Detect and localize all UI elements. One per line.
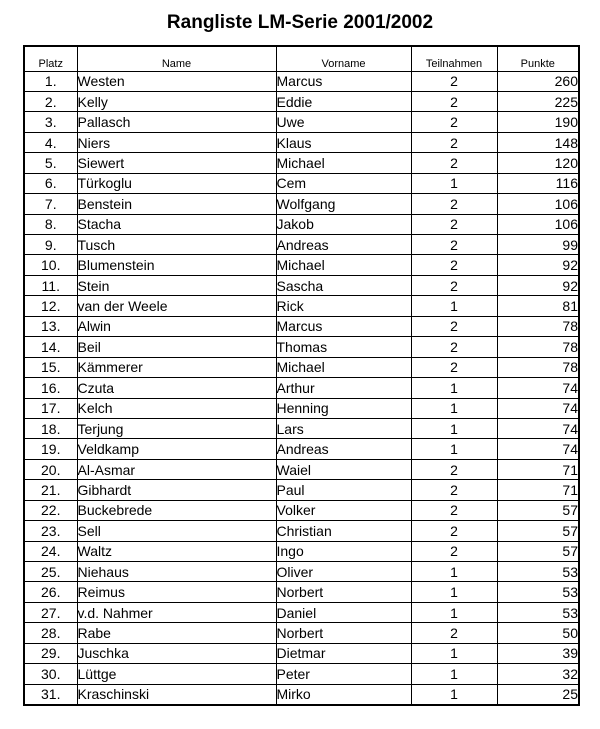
teilnahmen-cell: 2 (411, 480, 497, 500)
name-cell: Niers (77, 132, 276, 152)
vorname-cell: Andreas (276, 235, 411, 255)
vorname-cell: Daniel (276, 602, 411, 622)
teilnahmen-cell: 2 (411, 500, 497, 520)
punkte-cell: 120 (497, 153, 579, 173)
table-row (24, 500, 579, 520)
vorname-cell: Oliver (276, 562, 411, 582)
platz-cell: 12. (24, 296, 77, 316)
punkte-cell: 74 (497, 398, 579, 418)
punkte-cell: 148 (497, 132, 579, 152)
platz-cell: 1. (24, 71, 77, 91)
name-cell: Stein (77, 275, 276, 295)
punkte-cell: 50 (497, 623, 579, 643)
table-row (24, 296, 579, 316)
punkte-cell: 74 (497, 418, 579, 438)
teilnahmen-cell: 2 (411, 255, 497, 275)
table-row (24, 357, 579, 377)
teilnahmen-cell: 1 (411, 643, 497, 663)
name-cell: Rabe (77, 623, 276, 643)
column-header-platz: Platz (24, 46, 77, 71)
column-header-teilnahmen: Teilnahmen (411, 46, 497, 71)
name-cell: Waltz (77, 541, 276, 561)
teilnahmen-cell: 2 (411, 521, 497, 541)
platz-cell: 27. (24, 602, 77, 622)
platz-cell: 5. (24, 153, 77, 173)
name-cell: Kelly (77, 91, 276, 111)
vorname-cell: Sascha (276, 275, 411, 295)
table-body (24, 71, 579, 705)
punkte-cell: 53 (497, 602, 579, 622)
punkte-cell: 92 (497, 275, 579, 295)
name-cell: Pallasch (77, 112, 276, 132)
vorname-cell: Paul (276, 480, 411, 500)
punkte-cell: 225 (497, 91, 579, 111)
punkte-cell: 92 (497, 255, 579, 275)
teilnahmen-cell: 1 (411, 439, 497, 459)
punkte-cell: 81 (497, 296, 579, 316)
table-row (24, 153, 579, 173)
teilnahmen-cell: 2 (411, 214, 497, 234)
column-header-name: Name (77, 46, 276, 71)
punkte-cell: 260 (497, 71, 579, 91)
vorname-cell: Norbert (276, 623, 411, 643)
punkte-cell: 78 (497, 337, 579, 357)
vorname-cell: Cem (276, 173, 411, 193)
punkte-cell: 74 (497, 378, 579, 398)
table-row (24, 623, 579, 643)
table-row (24, 439, 579, 459)
name-cell: Al-Asmar (77, 459, 276, 479)
vorname-cell: Andreas (276, 439, 411, 459)
name-cell: Lüttge (77, 664, 276, 684)
platz-cell: 17. (24, 398, 77, 418)
teilnahmen-cell: 1 (411, 664, 497, 684)
table-row (24, 132, 579, 152)
table-row (24, 684, 579, 704)
name-cell: Westen (77, 71, 276, 91)
vorname-cell: Dietmar (276, 643, 411, 663)
punkte-cell: 71 (497, 459, 579, 479)
table-row (24, 112, 579, 132)
teilnahmen-cell: 2 (411, 337, 497, 357)
teilnahmen-cell: 2 (411, 91, 497, 111)
name-cell: Tusch (77, 235, 276, 255)
name-cell: Stacha (77, 214, 276, 234)
name-cell: Benstein (77, 194, 276, 214)
name-cell: Reimus (77, 582, 276, 602)
punkte-cell: 57 (497, 541, 579, 561)
punkte-cell: 116 (497, 173, 579, 193)
vorname-cell: Marcus (276, 71, 411, 91)
vorname-cell: Michael (276, 357, 411, 377)
table-row (24, 459, 579, 479)
column-header-vorname: Vorname (276, 46, 411, 71)
table-row (24, 255, 579, 275)
teilnahmen-cell: 1 (411, 398, 497, 418)
table-row (24, 541, 579, 561)
vorname-cell: Michael (276, 255, 411, 275)
table-row (24, 71, 579, 91)
teilnahmen-cell: 2 (411, 459, 497, 479)
name-cell: Czuta (77, 378, 276, 398)
platz-cell: 6. (24, 173, 77, 193)
vorname-cell: Michael (276, 153, 411, 173)
teilnahmen-cell: 2 (411, 153, 497, 173)
name-cell: v.d. Nahmer (77, 602, 276, 622)
name-cell: Terjung (77, 418, 276, 438)
table-row (24, 173, 579, 193)
name-cell: Buckebrede (77, 500, 276, 520)
platz-cell: 13. (24, 316, 77, 336)
teilnahmen-cell: 2 (411, 132, 497, 152)
vorname-cell: Volker (276, 500, 411, 520)
platz-cell: 25. (24, 562, 77, 582)
name-cell: Kraschinski (77, 684, 276, 704)
punkte-cell: 78 (497, 357, 579, 377)
platz-cell: 4. (24, 132, 77, 152)
table-row (24, 194, 579, 214)
punkte-cell: 57 (497, 521, 579, 541)
punkte-cell: 71 (497, 480, 579, 500)
teilnahmen-cell: 1 (411, 562, 497, 582)
vorname-cell: Waiel (276, 459, 411, 479)
ranking-table (23, 45, 580, 706)
teilnahmen-cell: 1 (411, 418, 497, 438)
table-header-row (24, 46, 579, 71)
vorname-cell: Christian (276, 521, 411, 541)
table-row (24, 582, 579, 602)
table-row (24, 664, 579, 684)
vorname-cell: Eddie (276, 91, 411, 111)
name-cell: Juschka (77, 643, 276, 663)
vorname-cell: Klaus (276, 132, 411, 152)
vorname-cell: Ingo (276, 541, 411, 561)
platz-cell: 19. (24, 439, 77, 459)
punkte-cell: 25 (497, 684, 579, 704)
name-cell: van der Weele (77, 296, 276, 316)
vorname-cell: Wolfgang (276, 194, 411, 214)
platz-cell: 8. (24, 214, 77, 234)
vorname-cell: Mirko (276, 684, 411, 704)
table-row (24, 562, 579, 582)
name-cell: Siewert (77, 153, 276, 173)
punkte-cell: 78 (497, 316, 579, 336)
vorname-cell: Rick (276, 296, 411, 316)
platz-cell: 31. (24, 684, 77, 704)
platz-cell: 24. (24, 541, 77, 561)
punkte-cell: 99 (497, 235, 579, 255)
vorname-cell: Marcus (276, 316, 411, 336)
column-header-punkte: Punkte (497, 46, 579, 71)
teilnahmen-cell: 2 (411, 235, 497, 255)
table-row (24, 521, 579, 541)
table-row (24, 214, 579, 234)
name-cell: Kelch (77, 398, 276, 418)
platz-cell: 22. (24, 500, 77, 520)
platz-cell: 7. (24, 194, 77, 214)
table-row (24, 316, 579, 336)
platz-cell: 2. (24, 91, 77, 111)
table-row (24, 275, 579, 295)
table-row (24, 337, 579, 357)
punkte-cell: 57 (497, 500, 579, 520)
teilnahmen-cell: 2 (411, 357, 497, 377)
vorname-cell: Peter (276, 664, 411, 684)
page-title: Rangliste LM-Serie 2001/2002 (166, 12, 434, 33)
name-cell: Beil (77, 337, 276, 357)
punkte-cell: 32 (497, 664, 579, 684)
teilnahmen-cell: 1 (411, 378, 497, 398)
platz-cell: 18. (24, 418, 77, 438)
vorname-cell: Arthur (276, 378, 411, 398)
name-cell: Blumenstein (77, 255, 276, 275)
punkte-cell: 190 (497, 112, 579, 132)
platz-cell: 15. (24, 357, 77, 377)
punkte-cell: 74 (497, 439, 579, 459)
teilnahmen-cell: 2 (411, 275, 497, 295)
teilnahmen-cell: 2 (411, 71, 497, 91)
platz-cell: 11. (24, 275, 77, 295)
platz-cell: 16. (24, 378, 77, 398)
teilnahmen-cell: 1 (411, 582, 497, 602)
vorname-cell: Norbert (276, 582, 411, 602)
table-row (24, 480, 579, 500)
name-cell: Sell (77, 521, 276, 541)
punkte-cell: 106 (497, 214, 579, 234)
table-row (24, 643, 579, 663)
teilnahmen-cell: 2 (411, 316, 497, 336)
name-cell: Alwin (77, 316, 276, 336)
table-row (24, 418, 579, 438)
table-row (24, 91, 579, 111)
vorname-cell: Thomas (276, 337, 411, 357)
platz-cell: 3. (24, 112, 77, 132)
teilnahmen-cell: 1 (411, 173, 497, 193)
name-cell: Türkoglu (77, 173, 276, 193)
teilnahmen-cell: 1 (411, 684, 497, 704)
table-row (24, 378, 579, 398)
vorname-cell: Henning (276, 398, 411, 418)
platz-cell: 28. (24, 623, 77, 643)
vorname-cell: Jakob (276, 214, 411, 234)
platz-cell: 30. (24, 664, 77, 684)
name-cell: Veldkamp (77, 439, 276, 459)
teilnahmen-cell: 2 (411, 112, 497, 132)
name-cell: Kämmerer (77, 357, 276, 377)
platz-cell: 10. (24, 255, 77, 275)
platz-cell: 26. (24, 582, 77, 602)
platz-cell: 20. (24, 459, 77, 479)
punkte-cell: 106 (497, 194, 579, 214)
teilnahmen-cell: 1 (411, 602, 497, 622)
platz-cell: 14. (24, 337, 77, 357)
teilnahmen-cell: 2 (411, 623, 497, 643)
teilnahmen-cell: 1 (411, 296, 497, 316)
teilnahmen-cell: 2 (411, 194, 497, 214)
punkte-cell: 53 (497, 582, 579, 602)
punkte-cell: 39 (497, 643, 579, 663)
name-cell: Niehaus (77, 562, 276, 582)
teilnahmen-cell: 2 (411, 541, 497, 561)
table-row (24, 398, 579, 418)
platz-cell: 21. (24, 480, 77, 500)
table-row (24, 235, 579, 255)
platz-cell: 9. (24, 235, 77, 255)
vorname-cell: Uwe (276, 112, 411, 132)
platz-cell: 29. (24, 643, 77, 663)
platz-cell: 23. (24, 521, 77, 541)
vorname-cell: Lars (276, 418, 411, 438)
name-cell: Gibhardt (77, 480, 276, 500)
punkte-cell: 53 (497, 562, 579, 582)
table-row (24, 602, 579, 622)
